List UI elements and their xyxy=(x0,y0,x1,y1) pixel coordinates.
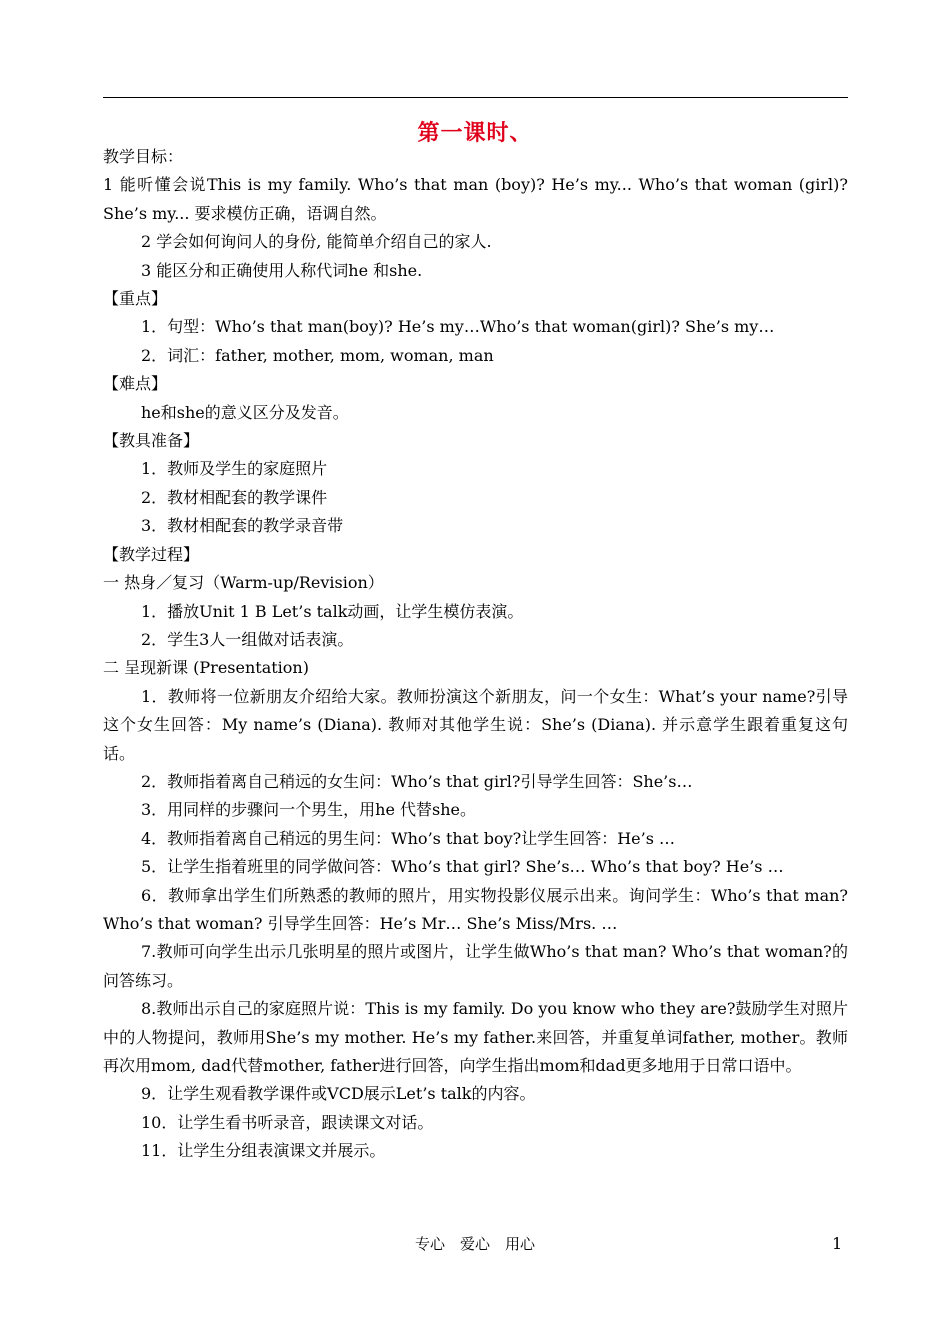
section-warmup: 一 热身／复习（Warm-up/Revision） xyxy=(103,573,384,593)
key-point-1: 1．句型：Who’s that man(boy)? He’s my…Who’s that woman(girl)? She’s my… xyxy=(141,317,775,337)
presentation-step: 5．让学生指着班里的同学做问答：Who’s that girl? She’s… Who’s that boy? He’s … xyxy=(141,857,784,877)
presentation-step: 6．教师拿出学生们所熟悉的教师的照片，用实物投影仪展示出来。询问学生：Who’s that man? Who’s that woman? 引导学生回答：He’s Mr… She’s Miss/Mrs. … xyxy=(103,885,848,933)
header-rule xyxy=(103,97,848,98)
presentation-step: 8.教师出示自己的家庭照片说：This is my family. Do you know who they are?鼓励学生对照片中的人物提问，教师用She’s my mother. He’s my father.来回答，并重复单词father, mother。教师再次用mom, dad代替mother, father进行回答，向学生指出mom和dad更多地用于日常口语中。 xyxy=(103,999,848,1075)
presentation-step: 11．让学生分组表演课文并展示。 xyxy=(141,1141,386,1161)
tools-heading: 【教具准备】 xyxy=(103,431,200,451)
presentation-step: 2．教师指着离自己稍远的女生问：Who’s that girl?引导学生回答：She’s… xyxy=(141,771,693,791)
footer-motto: 专心 爱心 用心 xyxy=(414,1235,535,1253)
tool-item: 1．教师及学生的家庭照片 xyxy=(141,459,328,479)
difficulty-1: he和she的意义区分及发音。 xyxy=(141,402,349,422)
warmup-step: 1．播放Unit 1 B Let’s talk动画，让学生模仿表演。 xyxy=(141,601,524,621)
tool-item: 2．教材相配套的教学课件 xyxy=(141,487,328,507)
objective-2: 2 学会如何询问人的身份, 能简单介绍自己的家人. xyxy=(141,232,492,252)
presentation-step: 1．教师将一位新朋友介绍给大家。教师扮演这个新朋友，问一个女生：What’s your name?引导这个女生回答：My name’s (Diana). 教师对其他学生说：She’s (Diana). 并示意学生跟着重复这句话。 xyxy=(103,686,848,763)
key-point-2: 2．词汇：father, mother, mom, woman, man xyxy=(141,345,494,365)
objective-3: 3 能区分和正确使用人称代词he 和she. xyxy=(141,260,423,280)
objective-1: 1 能听懂会说This is my family. Who’s that man (boy)? He’s my... Who’s that woman (girl)? She’s my... 要求模仿正确，语调自然。 xyxy=(103,175,848,223)
presentation-step: 10．让学生看书听录音，跟读课文对话。 xyxy=(141,1112,434,1132)
key-points-heading: 【重点】 xyxy=(103,289,168,309)
presentation-step: 3．用同样的步骤问一个男生，用he 代替she。 xyxy=(141,800,477,820)
presentation-step: 4．教师指着离自己稍远的男生问：Who’s that boy?让学生回答：He’s … xyxy=(141,828,676,848)
process-heading: 【教学过程】 xyxy=(103,544,200,564)
document-body xyxy=(103,143,848,1166)
presentation-step: 7.教师可向学生出示几张明星的照片或图片，让学生做Who’s that man? Who’s that woman?的问答练习。 xyxy=(103,942,848,990)
tool-item: 3．教材相配套的教学录音带 xyxy=(141,516,344,536)
page-number: 1 xyxy=(832,1234,843,1253)
section-presentation: 二 呈现新课 (Presentation) xyxy=(103,658,309,678)
warmup-step: 2．学生3人一组做对话表演。 xyxy=(141,629,354,649)
difficulty-heading: 【难点】 xyxy=(103,374,168,394)
presentation-step: 9．让学生观看教学课件或VCD展示Let’s talk的内容。 xyxy=(141,1084,536,1104)
objectives-heading: 教学目标： xyxy=(103,147,184,166)
page-title: 第一课时、 xyxy=(417,121,533,146)
